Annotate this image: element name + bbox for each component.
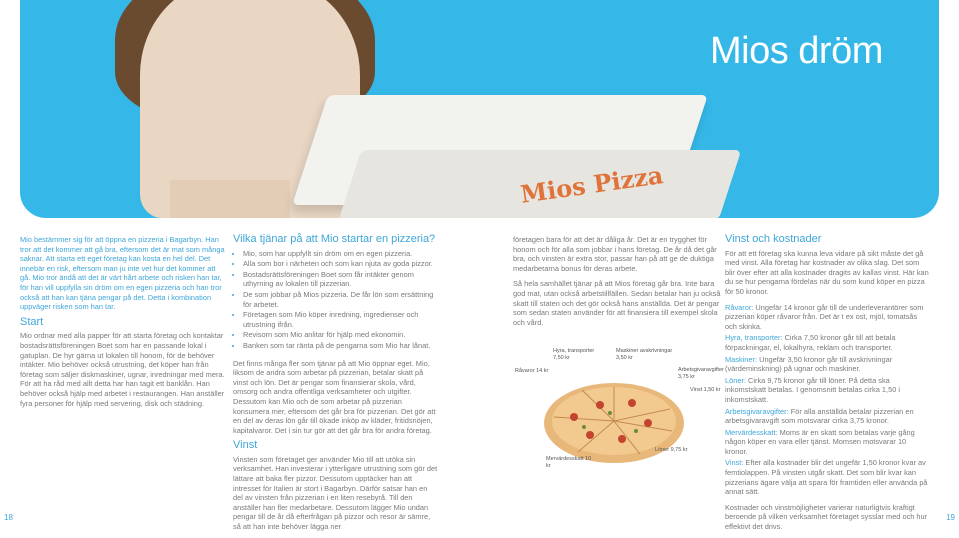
costs-outro: Kostnader och vinstmöjligheter varierar naturligtvis kraftigt beroende på vilken verksamhet företaget sysslar med och hur effektivt det drivs. [725,502,928,532]
intro-paragraph: Mio bestämmer sig för att öppna en pizzeria i Bagarbyn. Han tror att det kommer att gå bra, eftersom det är mat som många saknar. Att starta ett eget företag kan kosta en hel del. Det innebär en risk, eftersom man ju inte vet hur det kommer att gå. Mio tror ändå att det är värt hårt arbete och risken han tar, för han vill uppfylla sin dröm om en egen pizzeria och han tror också att han kan tjäna pengar på det. Detta i kombination uppväger risken som han tar. [20,235,225,312]
continuation-paragraph: företagen bara för att det är dåliga år. Det är en trygghet för honom och för alla som jobbar i hans företag. De år då det går bra, och vinsten är extra stor, passar han på att ge de duktiga medarbetarna bonus för deras arbete. [513,235,717,273]
cost-item [725,407,930,426]
pizza-label-hyra: Hyra, transporter 7,50 kr [553,348,595,361]
list-item: • De som jobbar på Mios pizzeria. De får lön som ersättning för arbetet. [243,290,438,309]
beneficiaries-heading: Vilka tjänar på att Mio startar en pizzeria? [233,233,436,245]
start-paragraph: Mio ordnar med alla papper för att starta företag och kontaktar bostadsrättsföreningen Boet som har en passande lokal i gatuplan. De hyr gärna ut lokalen till honom, för de behöver intäkter. Mio behöver också utrustning, det köper han från företag som säljer diskmaskiner, ugnar, inredningar med mera. För att ha råd med allt detta har han tagit ett banklån. Han behöver också hjälp med arbetet i restaurangen. Han anställer fyra personer för hjälp med servering, disk och städning. [20,331,225,408]
pizza-brand-logo: Mios Pizza [518,160,665,209]
cost-text: Ungefär 14 kronor går till de underleverantörer som pizzerian köper råvaror från. Det är t ex ost, mjöl, tomatsås och skinka. [725,302,924,331]
costs-intro: För att ett företag ska kunna leva vidare på sikt måste det gå med vinst. Alla företag har kostnader av olika slag. Det som blir över efter att alla kostnader dragits av kallas vinst. Här kan du se hur pengarna fördelas när du som kund köper en pizza för 50 kronor. [725,248,929,296]
pizza-label-maskiner: Maskiner avskrivningar 3,50 kr [616,348,673,361]
start-heading: Start [20,315,44,328]
pizza-label-arbetsgivaravgifter: Arbetsgivaravgifter 3,75 kr [678,367,724,380]
cost-item [725,376,930,405]
vinst-kostnader-heading: Vinst och kostnader [725,233,822,245]
cost-item [725,355,930,374]
cost-label: Vinst: [725,458,744,468]
pizza-label-mervardesskatt: Mervärdesskatt 10 kr [546,456,592,469]
hero-banner [20,0,939,218]
list-item: • Bostadsrättsföreningen Boet som får intäkter genom uthyrning av lokalen till pizzerian. [243,270,438,289]
pizza-label-ravaror: Råvaror 14 kr [515,368,549,374]
column-1 [20,235,225,414]
cost-text: Efter alla kostnader blir det ungefär 1,50 kronor kvar av femtiolappen. På vinsten utgår skatt. Det som blir kvar kan pizzerians ägare välja att spara för framtiden eller använda på annat sätt. [725,458,928,497]
society-paragraph: Det finns många fler som tjänar på att Mio öppnar eget. Mio, liksom de andra som arbetar på pizzerian, betalar skatt på vinst och lön. Det är pengar som finansierar skola, vård, omsorg och andra offentliga verksamheter och utgifter. Dessutom kan Mio och de som arbetar på pizzerian konsumera mer, eftersom det går bra för pizzerian. Det gör att en del av deras lön går till ökade inköp av kläder, fritidsnöjen, kapitalvaror. Det i sin tur gör att det går bra för andra företag. [233,358,436,435]
cost-label: Maskiner: [725,354,758,364]
cost-label: Löner: [725,375,746,385]
vinst-heading: Vinst [233,439,258,452]
cost-text: Moms är en skatt som betalas varje gång någon köper en vara eller tjänst. Momsen motsvarar 10 kronor. [725,427,915,456]
cost-text: För alla anställda betalar pizzerian en arbetsgivaravgift som motsvarar cirka 3,75 kronor. [725,406,914,426]
list-item: • Revisorn som Mio anlitar för hjälp med ekonomin. [243,330,438,340]
list-item: • Mio, som har uppfyllt sin dröm om en egen pizzeria. [243,249,438,259]
cost-text: Ungefär 3,50 kronor går till avskrivningar (värdeminskning) på ugnar och maskiner. [725,354,893,374]
list-item: • Alla som bor i närheten och som kan njuta av goda pizzor. [243,259,438,269]
cost-label: Arbetsgivaravgifter: [725,406,789,416]
cost-label: Hyra, transporter: [725,333,783,343]
column-4 [725,235,930,538]
vinst-paragraph: Vinsten som företaget ger använder Mio till att utöka sin verksamhet. Han investerar i ytterligare utrustning som gör det lättare att baka fler pizzor. Dessutom upptäcker han att intresset för Italien är stort i Bagarbyn. Därför satsar han en del av vinsten från pizzerian i en liten resebyrå. Till den anställer han fler medarbetare. Dessutom lägger Mio undan pengar till de år då efterfrågan på pizzor och resor är sämre, så att han inte behöver lägga ner [233,454,438,532]
list-item: • Företagen som Mio köper inredning, ingredienser och utrustning ifrån. [243,310,438,329]
cost-text: Cirka 7,50 kronor går till att betala förpackningar, el, lokalhyra, reklam och transporter. [725,333,896,352]
cost-item [725,303,930,332]
society-paragraph-2: Så hela samhället tjänar på att Mios företag går bra. Inte bara god mat, utan också arbetstillfällen. Sedan betalar han ju också skatt till staten och det gör också hans anställda. Det är pengar som sedan staten använder för att finansiera till exempel skola och vård. [513,279,721,327]
column-2 [233,235,438,538]
list-item: • Banken som tar ränta på de pengarna som Mio har lånat. [243,341,438,351]
cost-item [725,333,930,352]
cost-item [725,428,930,457]
cost-text: Cirka 9,75 kronor går till löner. På detta ska inkomstskatt betalas. I genomsnitt betalas cirka 1,50 i inkomstskatt. [725,375,900,404]
pizza-label-loner: Löner 9,75 kr [655,447,688,453]
page-number-left: 18 [4,513,13,522]
column-3 [513,235,721,333]
cost-item [725,458,930,496]
pizza-label-vinst: Vinst 1,50 kr [690,387,721,393]
cost-label: Råvaror: [725,302,754,312]
page-number-right: 19 [946,513,955,522]
page-title: Mios dröm [710,30,883,72]
beneficiaries-list [233,249,438,351]
cost-label: Mervärdesskatt: [725,427,778,437]
neck-illustration [170,180,290,218]
